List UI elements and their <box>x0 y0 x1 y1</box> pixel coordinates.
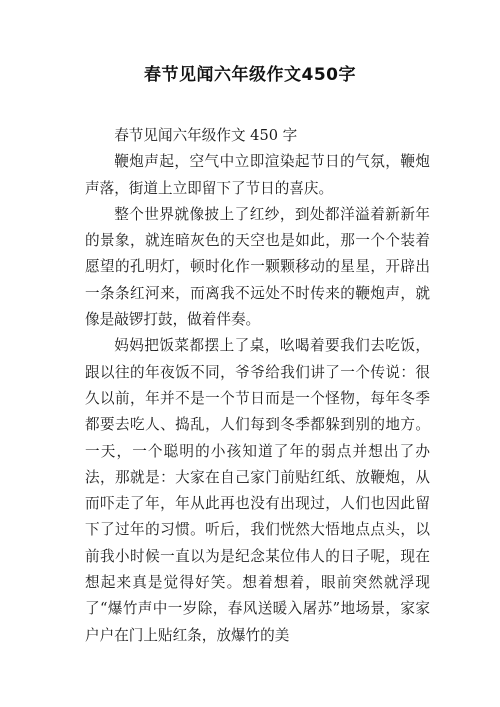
paragraph-legend: 妈妈把饭菜都摆上了桌，吆喝着要我们去吃饭，跟以往的年夜饭不同，爷爷给我们讲了一个传说：很久以前，年并不是一个节日而是一个怪物，每年冬季都要去吃人、捣乱，人们每到冬季都躲到别的地方。一天，一个聪明的小孩知道了年的弱点并想出了办法，那就是：大家在自己家门前贴红纸、放鞭炮，从而吓走了年，年从此再也没有出现过，人们也因此留下了过年的习惯。听后，我们恍然大悟地点点头，以前我小时候一直以为是纪念某位伟人的日子呢，现在想起来真是觉得好笑。想着想着，眼前突然就浮现了“爆竹声中一岁除，春风送暖入屠苏”地场景，家家户户在门上贴红条，放爆竹的美 <box>85 337 430 644</box>
paragraph-firecrackers: 鞭炮声起，空气中立即渲染起节日的气氛，鞭炮声落，街道上立即留下了节日的喜庆。 <box>85 153 430 197</box>
document-title: 春节见闻六年级作文450字 <box>144 65 356 85</box>
paragraph-heading-line: 春节见闻六年级作文 450 字 <box>114 127 298 144</box>
paragraph-red-veil: 整个世界就像披上了红纱，到处都洋溢着新新年的景象，就连暗灰色的天空也是如此，那一个个装着愿望的孔明灯，顿时化作一颗颗移动的星星，开辟出一条条红河来，而离我不远处不时传来的鞭炮声，就像是敲锣打鼓，做着伴奏。 <box>85 205 430 329</box>
document-body <box>85 123 430 649</box>
